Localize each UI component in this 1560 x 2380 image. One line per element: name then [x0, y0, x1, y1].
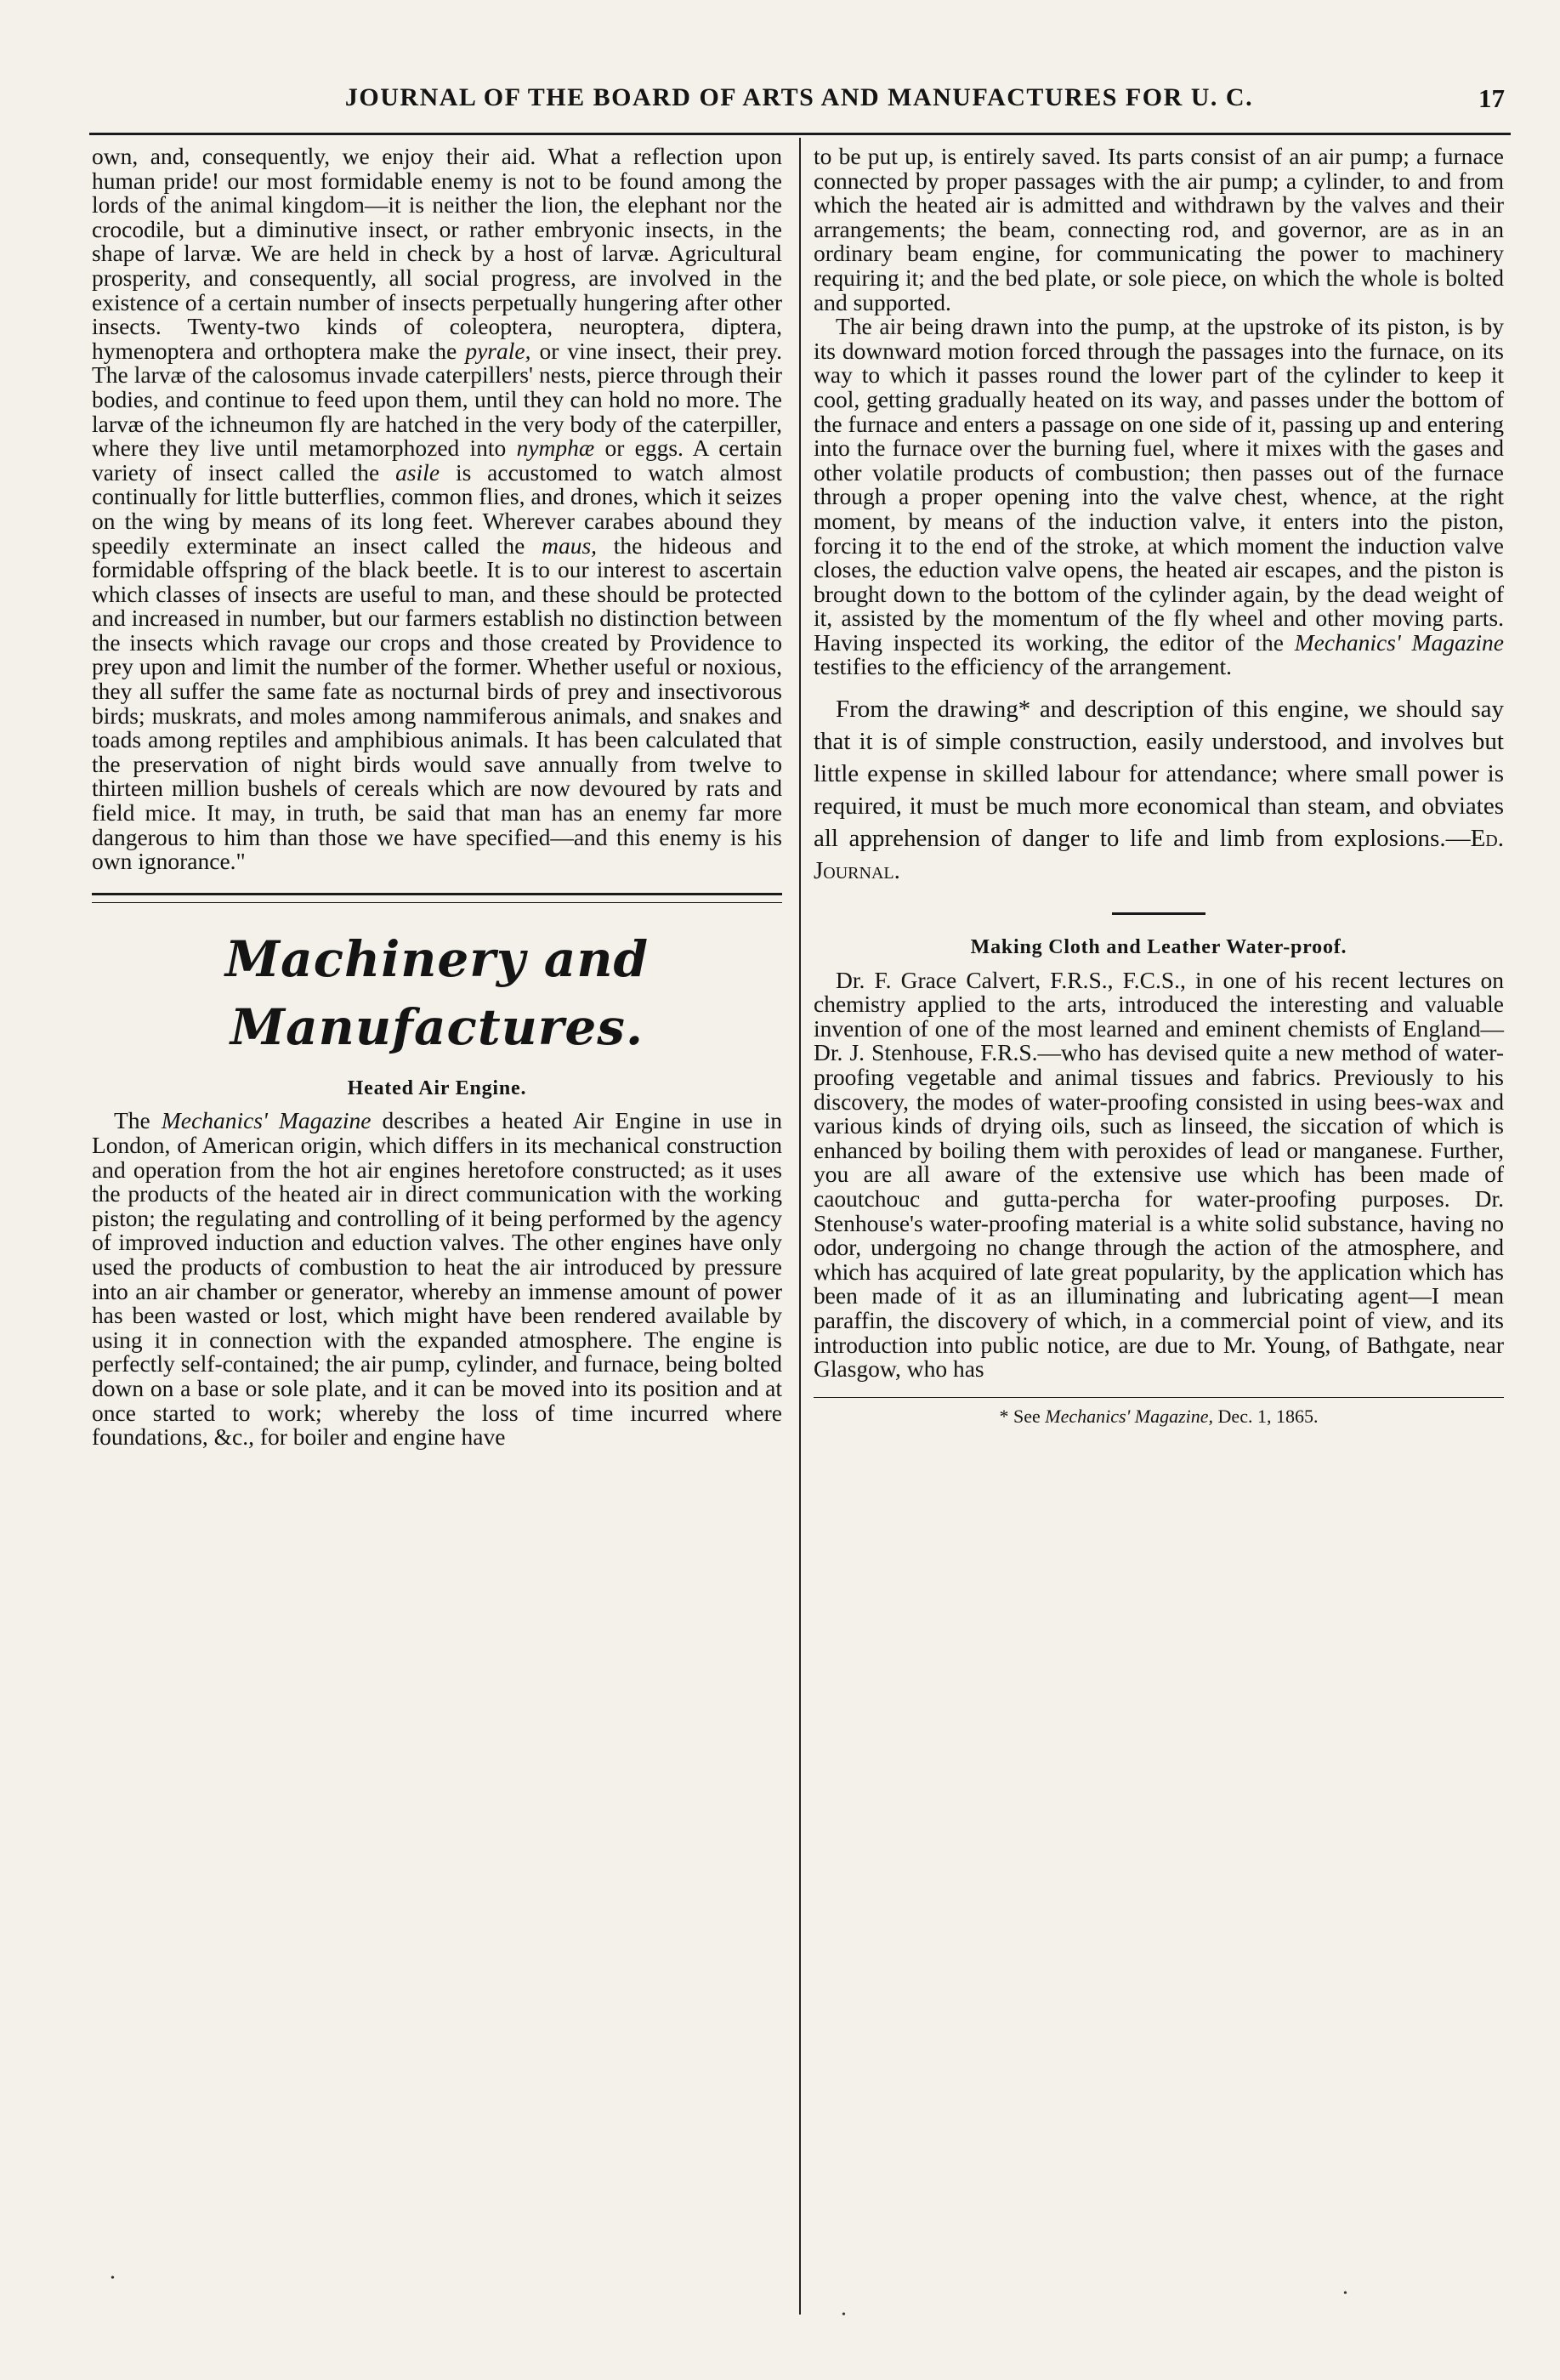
article-heading: Heated Air Engine. [347, 1076, 527, 1099]
section-heading: Machinery and Manufactures. [224, 929, 650, 1056]
editor-signature: Ed. Journal. [814, 825, 1504, 885]
footnote: * See Mechanics' Magazine, Dec. 1, 1865. [999, 1406, 1319, 1428]
page-number: 17 [1478, 83, 1505, 113]
section-rule [92, 893, 782, 903]
insects-paragraph: own, and, consequently, we enjoy their aid. What a reflection upon human pride! our most formidable enemy is not to be found among the lords of the animal kingdom—it is neither the lion, the elephant nor the crocodile, but a diminutive insect, or rather embryonic insects, in the shape of larvæ. We are held in check by a host of larvæ. Agricultural prosperity, and consequently, all social progress, are involved in the existence of a certain number of insects perpetually hungering after other insects. Twenty-two kinds of coleoptera, neuroptera, diptera, hymenoptera and orthoptera make the pyrale, or vine insect, their prey. The larvæ of the calosomus invade caterpillers' nests, pierce through their bodies, and continue to feed upon them, until they can hold no more. The larvæ of the ichneumon fly are hatched in the very body of the caterpiller, where they live until metamorphozed into nymphæ or eggs. A certain variety of insect called the asile is accustomed to watch almost continually for little butterflies, common flies, and drones, which it seizes on the wing by means of its long feet. Wherever carabes abound they speedily exterminate an insect called the maus, the hideous and formidable offspring of the black beetle. It is to our interest to ascertain which classes of insects are useful to man, and these should be protected and increased in number, but our farmers establish no distinction between the insects which ravage our crops and those created by Providence to prey upon and limit the number of the former. Whether useful or noxious, they all suffer the same fate as nocturnal birds of prey and insectivorous birds; muskrats, and moles among nammiferous animals, and snakes and toads among reptiles and amphibious animals. It has been calculated that the preservation of night birds would save annually from twelve to thirteen million bushels of cereals which are now devoured by rats and field mice. It may, in truth, be said that man has an enemy far more dangerous to him than those we have specified—and this enemy is his own ignorance." [92, 143, 783, 875]
header-rule [89, 133, 1511, 135]
waterproof-paragraph: Dr. F. Grace Calvert, F.R.S., F.C.S., in one of his recent lectures on chemistry applied to the arts, introduced the interesting and valuable invention of one of the most learned and eminent chemists of England—Dr. J. Stenhouse, F.R.S.—who has devised quite a new method of water-proofing vegetable and animal tissues and fabrics. Previously to his discovery, the modes of water-proofing consisted in using bees-wax and various kinds of drying oils, such as linseed, the siccation of which is enhanced by boiling them with peroxides of lead or manganese. Further, you are all aware of the extensive use which has been made of caoutchouc and gutta-percha for water-proofing purposes. Dr. Stenhouse's water-proofing material is a white solid substance, having no odor, undergoing no change through the action of the atmosphere, and which has acquired of late great popularity, by the application which has been made of it as an illuminating and lubricating agent—I mean paraffin, the discovery of which, in a commercial point of view, and its introduction into public notice, are due to Mr. Young, of Bathgate, near Glasgow, who has [814, 966, 1504, 1383]
print-speck: • [1343, 2287, 1347, 2300]
engine-paragraph: The Mechanics' Magazine describes a heated Air Engine in use in London, of American origin, which differs in its mechanical construction and operation from the hot air engines heretofore constructed; as it uses the products of the heated air in direct communication with the working piston; the regulating and controlling of it being performed by the agency of improved induction and eduction valves. The other engines have only used the products of combustion to heat the air introduced by pressure into an air chamber or generator, whereby an immense amount of power has been wasted or lost, which might have been rendered available by using it in connection with the expanded atmosphere. The engine is perfectly self-contained; the air pump, cylinder, and furnace, being bolted down on a base or sole plate, and it can be moved into its position and at once started to work; whereby the loss of time incurred where foundations, &c., for boiler and engine have [92, 1107, 783, 1451]
engine-operation-paragraph: The air being drawn into the pump, at the upstroke of its piston, is by its downward motion forced through the passages into the furnace, on its way to which it passes round the lower part of the cylinder to keep it cool, getting gradually heated on its way, and passes under the bottom of the furnace and enters a passage on one side of it, passing up and entering into the furnace over the burning fuel, where it mixes with the gases and other volatile products of combustion; then passes out of the furnace through a proper opening into the valve chest, whence, at the right moment, by means of the induction valve, it enters into the piston, forcing it to the end of the stroke, at which moment the induction valve closes, the eduction valve opens, the heated air escapes, and the piston is brought down to the bottom of the cylinder again, by the dead weight of it, assisted by the momentum of the fly wheel and other moving parts. Having inspected its working, the editor of the Mechanics' Magazine testifies to the efficiency of the arrangement. [814, 313, 1504, 680]
article-heading-waterproof: Making Cloth and Leather Water-proof. [970, 936, 1347, 959]
print-speck: • [842, 2309, 846, 2321]
column-divider [799, 138, 801, 2315]
engine-parts-paragraph: to be put up, is entirely saved. Its parts consist of an air pump; a furnace connected by proper passages with the air pump; a cylinder, to and from which the heated air is admitted and withdrawn by the valves and their arrangements; the beam, connecting rod, and governor, are as in an ordinary beam engine, for communicating the power to machinery requiring it; and the bed plate, or sole piece, on which the whole is bolted and supported. [814, 143, 1504, 315]
journal-title: JOURNAL OF THE BOARD OF ARTS AND MANUFACTURES FOR U. C. [344, 83, 1254, 111]
print-speck: • [111, 2272, 115, 2285]
article-separator [1112, 912, 1205, 915]
running-header [94, 83, 1505, 124]
right-column [814, 145, 1504, 1429]
left-column [92, 145, 782, 1450]
footnote-rule [814, 1397, 1504, 1399]
editor-remark-paragraph: From the drawing* and description of this engine, we should say that it is of simple construction, easily understood, and involves but little expense in skilled labour for attendance; where small power is required, it must be much more economical than steam, and obviates all apprehension of danger to life and limb from explosions.—Ed. Journal. [814, 696, 1504, 885]
